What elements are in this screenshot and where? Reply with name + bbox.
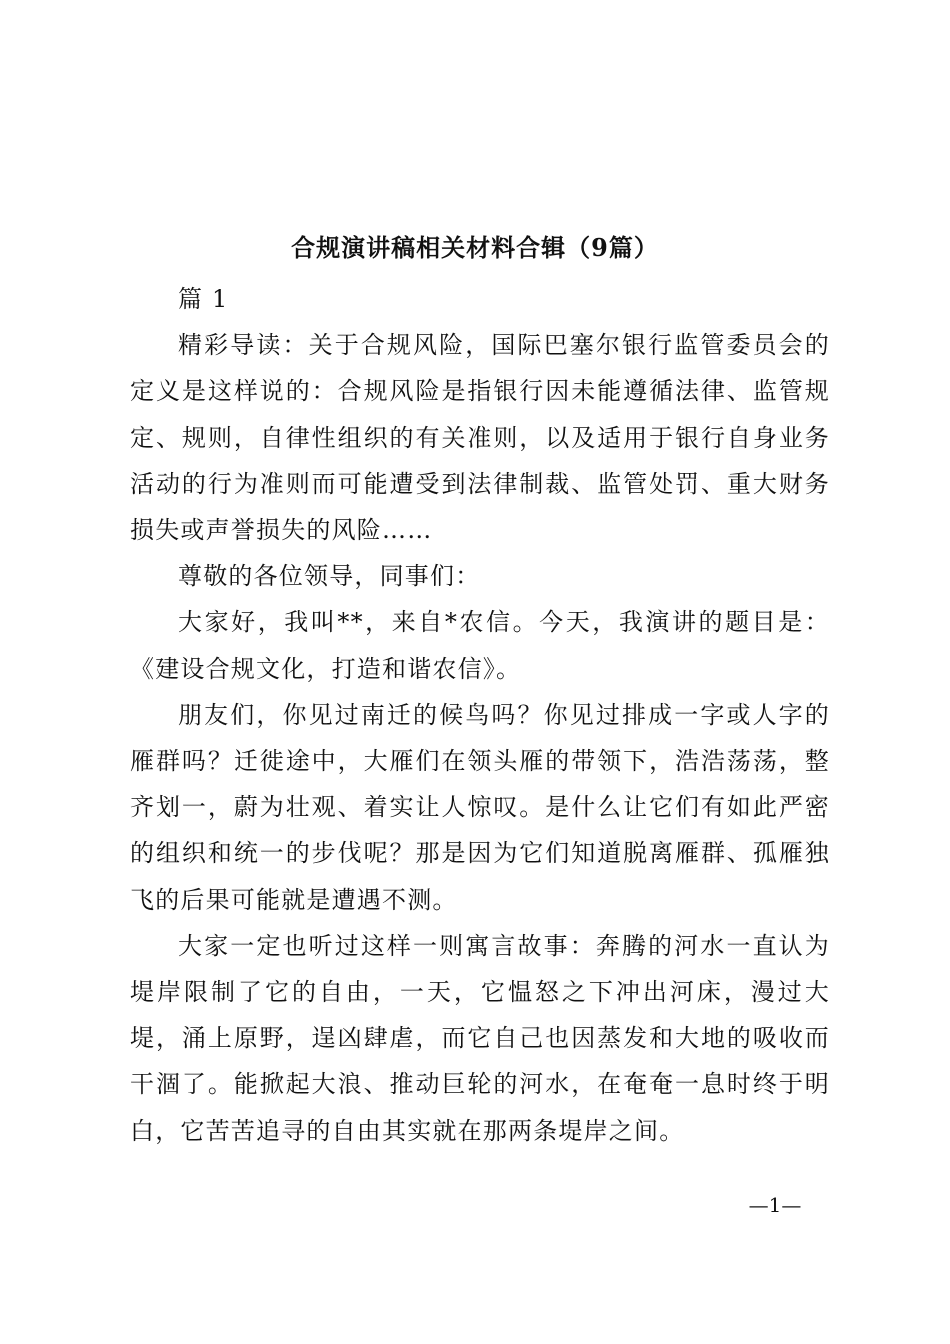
paragraph-self-introduction: 大家好，我叫**，来自*农信。今天，我演讲的题目是：《建设合规文化，打造和谐农信》。: [130, 608, 830, 683]
paragraph-migratory-birds: 朋友们，你见过南迁的候鸟吗？你见过排成一字或人字的雁群吗？迁徙途中，大雁们在领头雁的带领下，浩浩荡荡，整齐划一，蔚为壮观、着实让人惊叹。是什么让它们有如此严密的组织和统一的步伐呢？那是因为它们知道脱离雁群、孤雁独飞的后果可能就是遭遇不测。: [130, 700, 830, 914]
document-body: [130, 276, 830, 1154]
document-title: 合规演讲稿相关材料合辑（9篇）: [291, 233, 659, 262]
page-number: —1—: [748, 1193, 802, 1217]
section-label: 篇 1: [178, 285, 229, 313]
paragraph-greeting: 尊敬的各位领导，同事们：: [178, 562, 481, 591]
paragraph-river-fable: 大家一定也听过这样一则寓言故事：奔腾的河水一直认为堤岸限制了它的自由，一天，它愠怒之下冲出河床，漫过大堤，涌上原野，逞凶肆虐，而它自己也因蒸发和大地的吸收而干涸了。能掀起大浪、推动巨轮的河水，在奄奄一息时终于明白，它苦苦追寻的自由其实就在那两条堤岸之间。: [130, 931, 830, 1145]
paragraph-intro: 精彩导读：关于合规风险，国际巴塞尔银行监管委员会的定义是这样说的：合规风险是指银行因未能遵循法律、监管规定、规则，自律性组织的有关准则，以及适用于银行自身业务活动的行为准则而可能遭受到法律制裁、监管处罚、重大财务损失或声誉损失的风险……: [130, 331, 830, 545]
